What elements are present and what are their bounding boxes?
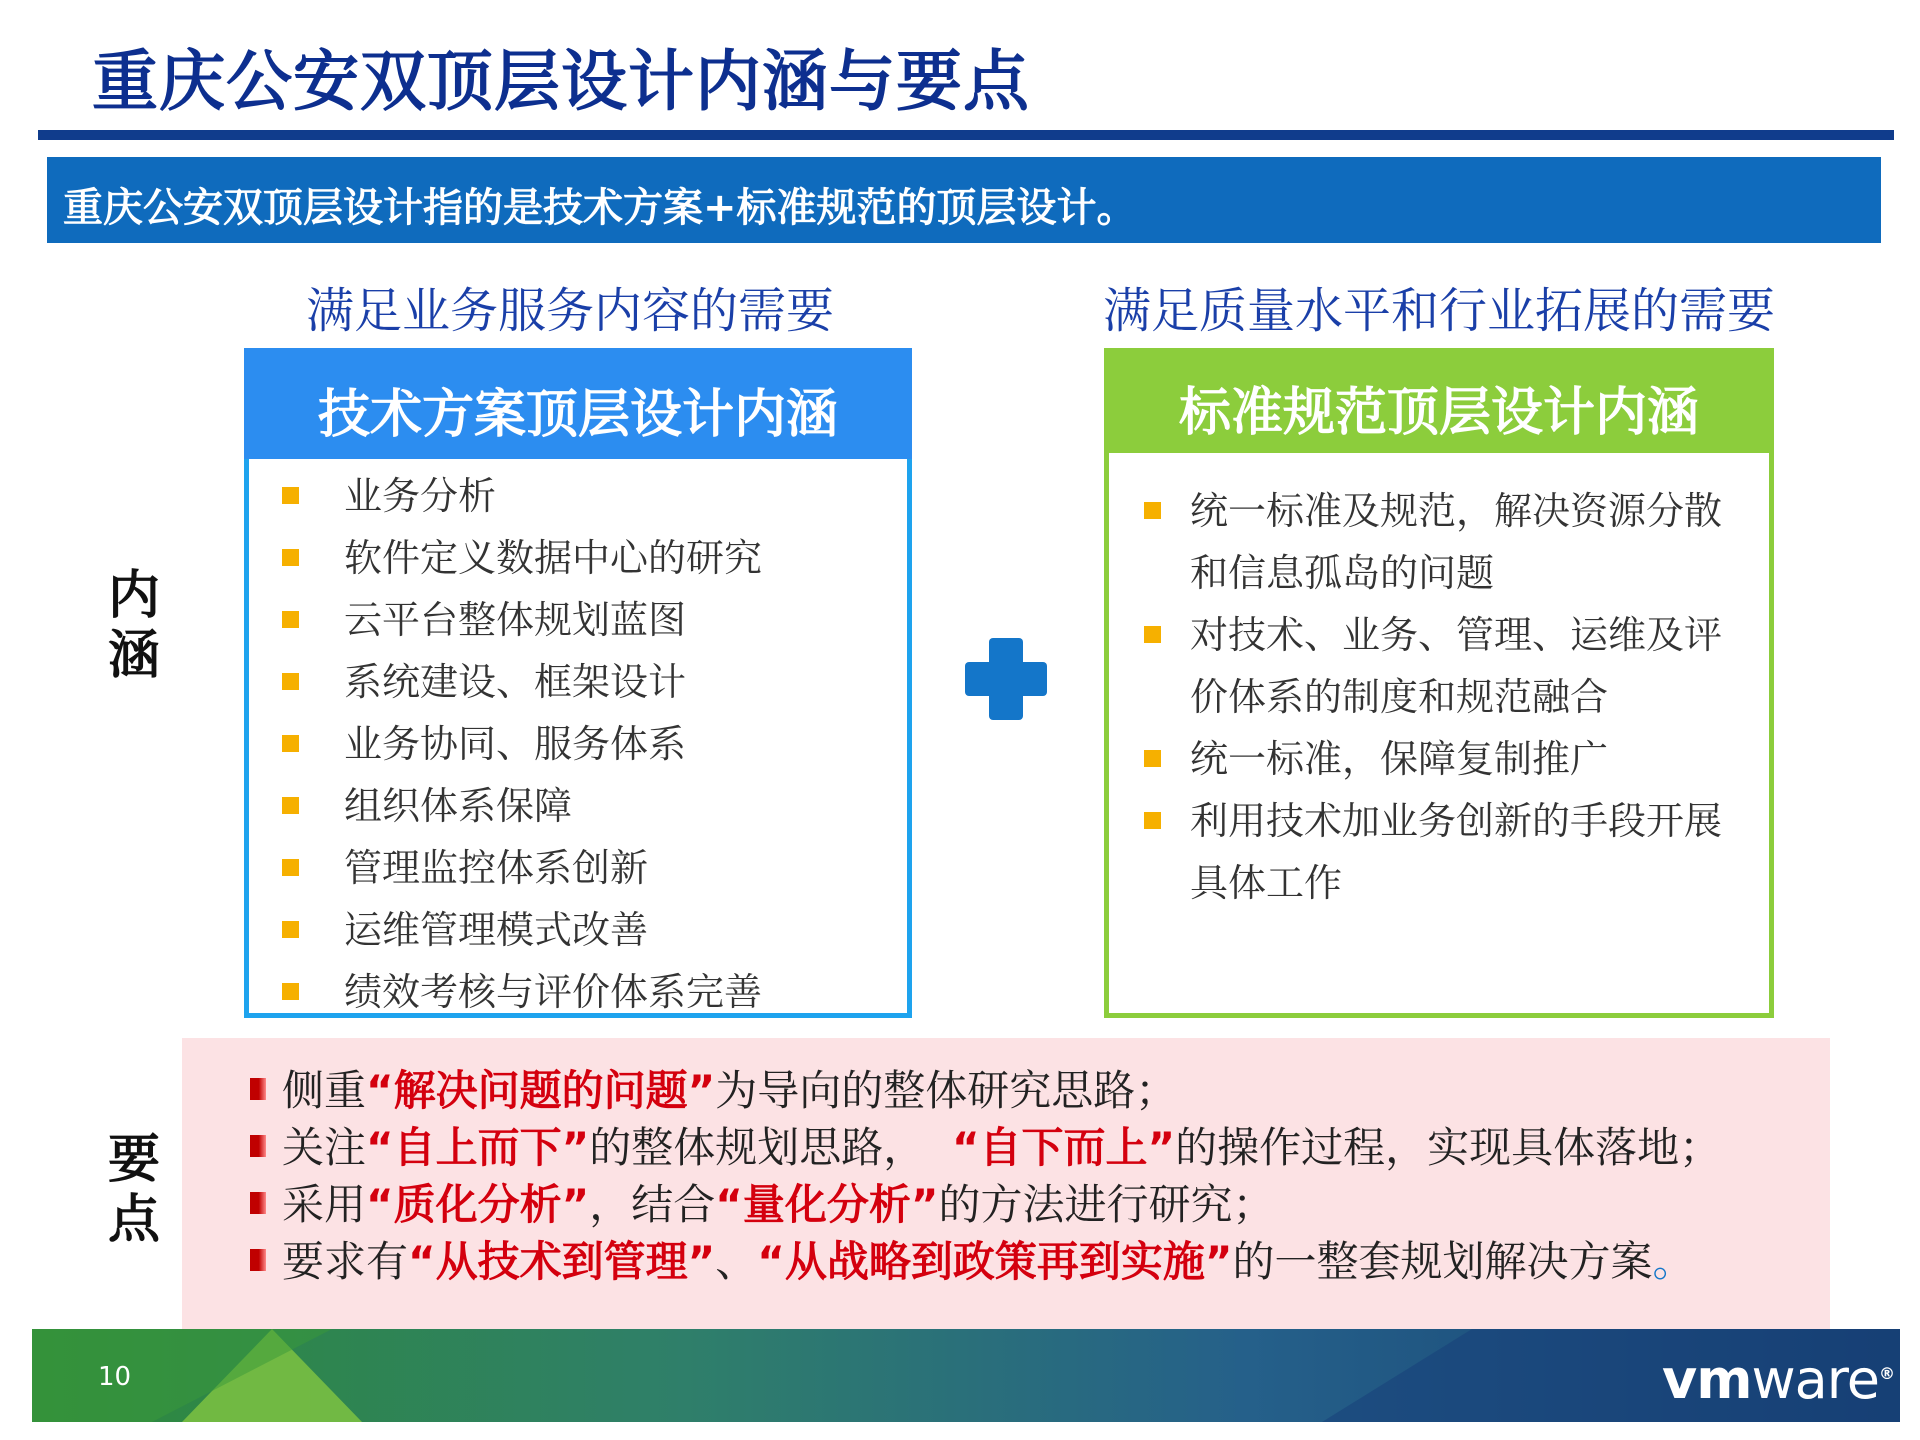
square-bullet-icon <box>1144 626 1161 643</box>
list-item: 系统建设、框架设计 <box>344 656 762 718</box>
square-bullet-icon <box>1144 812 1161 829</box>
key-point: 关注“自上而下”的整体规划思路， “自下而上”的操作过程，实现具体落地； <box>252 1119 1721 1176</box>
square-bullet-icon <box>282 735 299 752</box>
list-item: 统一标准及规范，解决资源分散和信息孤岛的问题 <box>1190 480 1750 604</box>
key-point: 侧重“解决问题的问题”为导向的整体研究思路； <box>252 1062 1721 1119</box>
vmware-logo: vmware® <box>1662 1348 1894 1411</box>
side-label-neihan: 内 涵 <box>107 566 160 686</box>
footer-band <box>32 1329 1900 1422</box>
technical-plan-list <box>344 470 762 1028</box>
side-label-yaodian: 要 点 <box>107 1130 160 1250</box>
square-bullet-icon <box>282 487 299 504</box>
left-need-label: 满足业务服务内容的需要 <box>306 283 835 339</box>
summary-banner-text: 重庆公安双顶层设计指的是技术方案+标准规范的顶层设计。 <box>63 185 1137 231</box>
red-bullet-icon <box>250 1078 266 1100</box>
square-bullet-icon <box>282 983 299 1000</box>
technical-plan-title: 技术方案顶层设计内涵 <box>317 385 838 445</box>
list-item: 运维管理模式改善 <box>344 904 762 966</box>
list-item: 利用技术加业务创新的手段开展具体工作 <box>1190 790 1750 914</box>
square-bullet-icon <box>1144 750 1161 767</box>
square-bullet-icon <box>282 859 299 876</box>
red-bullet-icon <box>250 1192 266 1214</box>
square-bullet-icon <box>282 549 299 566</box>
red-bullet-icon <box>250 1135 266 1157</box>
square-bullet-icon <box>282 611 299 628</box>
list-item: 对技术、业务、管理、运维及评价体系的制度和规范融合 <box>1190 604 1750 728</box>
title-underline <box>38 130 1894 140</box>
key-points-list <box>252 1062 1721 1290</box>
footer-decoration <box>32 1329 1900 1422</box>
list-item: 软件定义数据中心的研究 <box>344 532 762 594</box>
standards-list <box>1190 480 1750 914</box>
key-point: 要求有“从技术到管理”、“从战略到政策再到实施”的一整套规划解决方案。 <box>252 1233 1721 1290</box>
list-item: 管理监控体系创新 <box>344 842 762 904</box>
list-item: 业务分析 <box>344 470 762 532</box>
list-item: 云平台整体规划蓝图 <box>344 594 762 656</box>
list-item: 统一标准，保障复制推广 <box>1190 728 1750 790</box>
right-need-label: 满足质量水平和行业拓展的需要 <box>1103 283 1776 339</box>
list-item: 组织体系保障 <box>344 780 762 842</box>
key-point: 采用“质化分析”，结合“量化分析”的方法进行研究； <box>252 1176 1721 1233</box>
square-bullet-icon <box>1144 502 1161 519</box>
square-bullet-icon <box>282 673 299 690</box>
list-item: 业务协同、服务体系 <box>344 718 762 780</box>
square-bullet-icon <box>282 797 299 814</box>
page-number: 10 <box>98 1362 132 1392</box>
page-title: 重庆公安双顶层设计内涵与要点 <box>92 43 1030 120</box>
square-bullet-icon <box>282 921 299 938</box>
standards-title: 标准规范顶层设计内涵 <box>1178 383 1699 443</box>
red-bullet-icon <box>250 1249 266 1271</box>
plus-icon-bar <box>965 662 1047 696</box>
list-item: 绩效考核与评价体系完善 <box>344 966 762 1028</box>
